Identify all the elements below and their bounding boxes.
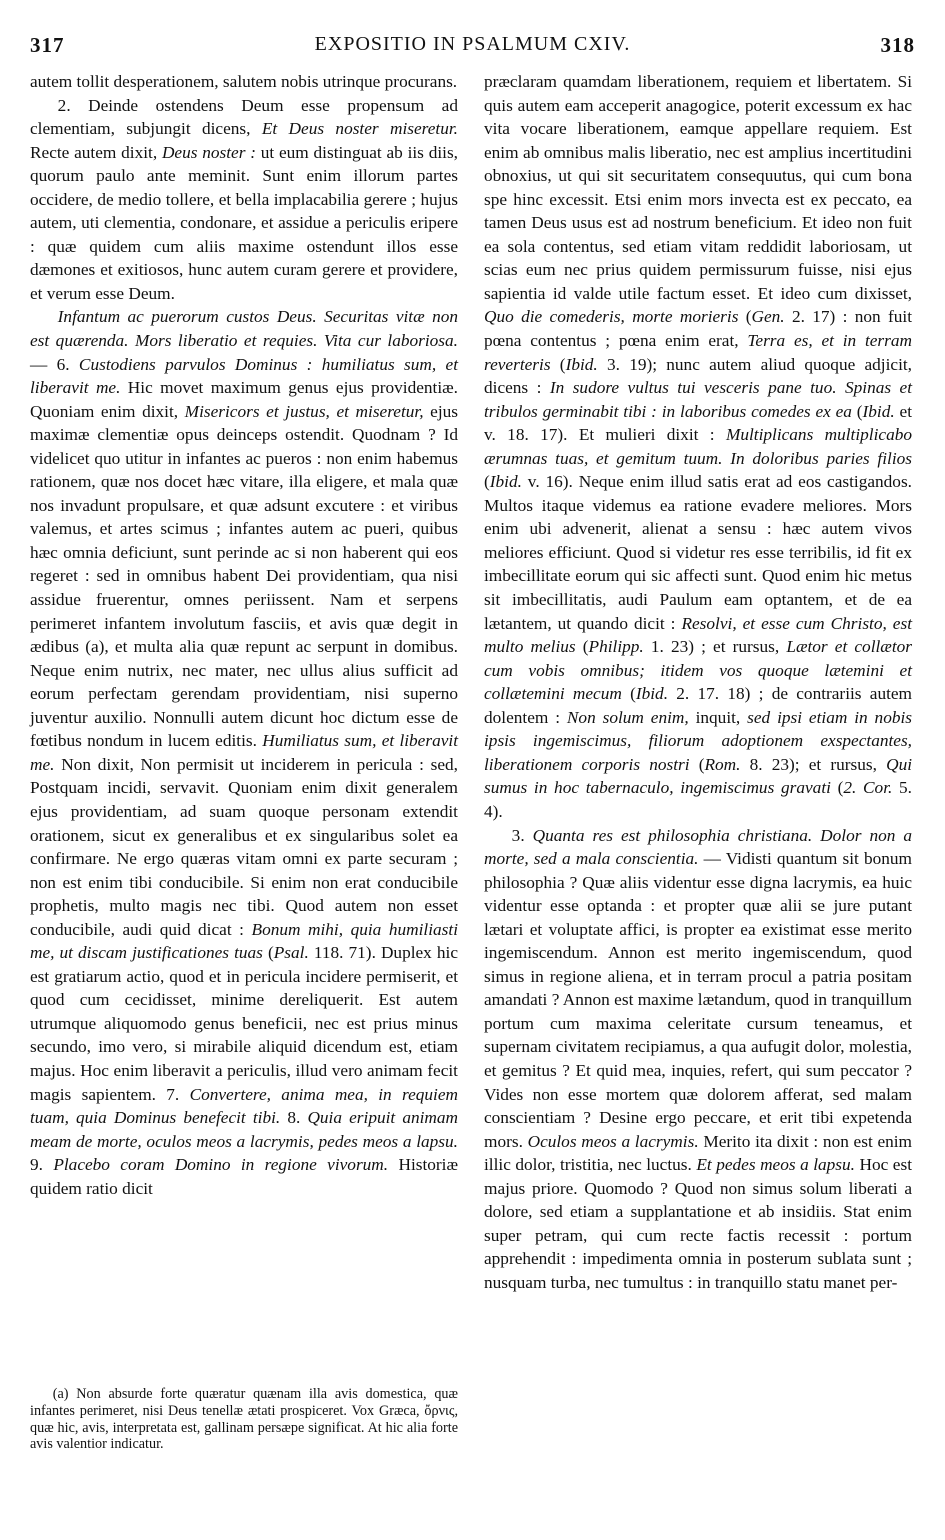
text-run: (: [484, 472, 490, 492]
text-run: 2. 17. 18) ; de contrariis autem dolentem :: [484, 684, 912, 727]
quotation: Qui sumus in hoc tabernaculo, ingemiscimus gravati: [484, 754, 913, 798]
text-run: 9.: [30, 1155, 54, 1175]
text-run: inquit,: [688, 707, 748, 727]
running-header: [30, 33, 915, 59]
text-run: 3.: [511, 825, 533, 845]
text-run: Recte autem dixit,: [30, 142, 162, 162]
citation: Ibid.: [635, 684, 669, 704]
text-run: — 6.: [30, 354, 79, 374]
citation: Ibid.: [862, 401, 895, 421]
text-run: 2. 17) : non fuit pœna contentus ; pœna enim erat,: [484, 307, 912, 351]
text-run: (: [738, 307, 752, 327]
quotation: Quo die comederis, morte morieris: [484, 307, 739, 327]
text-run: præclaram quamdam liberationem, requiem et libertatem. Si quis autem eam acceperit anagogice, poterit excessum ex hac vita vocare liberationem, eamque appellare requiem. Est enim ab omnibus malis liberatio, nec est amplius incertitudini obnoxius, ut qui sit securitatem consequutus, qui cum bona spe hinc excessit. Etsi enim mors invecta est ex peccato, ea tamen Deus usus est ad nostrum beneficium. Et ideo non fuit ea sola contentus, sed etiam vitam reddidit laboriosam, ut scias eum nec prius quidem permissurum fuisse, nisi ejus sapientia id valde utile factum esset. Et ideo cum dixisset,: [484, 72, 912, 303]
text-run: et v. 18. 17). Et mulieri dixit :: [484, 401, 913, 445]
quotation: In sudore vultus tui vesceris pane tuo. Spinas et tribulos germinabit tibi : in laboribus comedes ex ea: [484, 378, 912, 421]
quotation: Custodiens parvulos Dominus : humiliatus sum, et liberavit me.: [30, 354, 458, 398]
paragraph: [30, 305, 458, 1200]
running-title: EXPOSITIO IN PSALMUM CXIV.: [314, 33, 631, 55]
quotation: Bonum mihi, quia humiliasti me, ut discam justificationes tuas: [30, 919, 458, 963]
quotation: Non solum enim,: [566, 707, 689, 727]
text-run: (: [575, 637, 589, 657]
citation: Ibid.: [489, 472, 522, 492]
quotation: Placebo coram Domino in regione vivorum.: [53, 1155, 389, 1175]
citation: Rom.: [704, 754, 741, 774]
footnote: [30, 1386, 458, 1453]
text-run: Hoc est majus priore. Quomodo ? Quod non simus solum liberati a dolore, sed etiam a supplantatione et ab insidiis. Stat enim super petram, qui cum recte factis recessit : portum apprehendit : impedimenta omnia in posterum sublata sunt ; nusquam turba, nec tumultus : in tranquillo statu manet per-: [484, 1155, 912, 1292]
quotation: Lætor et collætor cum vobis omnibus; itidem vos quoque lætemini et collætemini mecum: [484, 637, 912, 704]
paragraph: [484, 70, 912, 824]
page-number-left: 317: [30, 33, 65, 57]
text-run: (: [621, 684, 636, 704]
text-run: (: [689, 754, 705, 774]
quotation: Terra es, et in terram reverteris: [484, 331, 912, 374]
text-run: ut eum distinguat ab iis diis, quorum paulo ante meminit. Sunt enim illorum partes occidere, de medio tollere, et bella implacabilia gerere ; hujus autem, uti clementia, condonare, et assidue a periculis eripere : quæ quidem cum aliis maxime ostendunt illos esse dæmones et exitiosos, hunc autem curam gerere et providere, et verum esse Deum.: [30, 142, 458, 303]
citation: Philipp.: [588, 637, 644, 657]
text-run: v. 16). Neque enim illud satis erat ad eos castigandos. Multos itaque videmus ea ratione evadere meliores. Mors enim ubi advenerit, alienat a sensu : hæc autem vivos meliores efficiunt. Quod si videtur res esse terribilis, id fit ex imbecillitate eorum qui sic affecti sunt. Quod enim hic metus sit imbecillitatis, audi Paulum eam optantem, et de ea lætantem, ut quando dicit :: [484, 472, 912, 633]
quotation: Multiplicans multiplicabo ærumnas tuas, et gemitum tuum. In doloribus paries filios: [484, 425, 912, 468]
section-summary: Infantum ac puerorum custos Deus. Securitas vitæ non est quærenda. Mors liberatio et requies. Vita cur laboriosa.: [30, 307, 458, 351]
text-run: 1. 23) ; et rursus,: [643, 637, 787, 657]
left-column: [30, 70, 458, 1200]
citation: 2. Cor.: [843, 778, 893, 798]
citation: Gen.: [751, 307, 785, 327]
text-run: — Vidisti quantum sit bonum philosophia ? Quæ aliis videntur esse digna lacrymis, ea huic videntur esse optanda : et propter quæ alii se jure putant lætari et voluptate affici, is propter ea existimat esse merito ingemiscendum. Annon est merito ingemiscendum, quod simus in regione aliena, et in terram procul a patria positam amandati ? Annon est maxime lætandum, quod in tranquillum portum cum maxima celeritate cursum teneamus, et supernam civitatem recipiamus, a qua aufugit dolor, molestia, et gemitus ? Et quid mea, inquies, refert, qui sum peccator ? Vides non esse mortem quæ dolorem afferat, sed malam conscientiam ? Desine ergo peccare, et erit tibi expetenda mors.: [484, 849, 912, 1151]
section-summary: Quanta res est philosophia christiana. Dolor non a morte, sed a mala conscientia.: [484, 825, 913, 869]
quotation: Deus noster :: [161, 142, 256, 162]
text-run: 2. Deinde ostendens Deum esse propensum ad clementiam, subjungit dicens,: [30, 95, 458, 139]
quotation: Oculos meos a lacrymis.: [527, 1131, 699, 1151]
quotation: Resolvi, et esse cum Christo, est multo melius: [484, 613, 913, 657]
text-run: (: [550, 354, 566, 374]
quotation: Et pedes meos a lapsu.: [696, 1155, 855, 1175]
text-run: (: [851, 401, 863, 421]
quotation: Misericors et justus, et miseretur,: [184, 401, 424, 421]
text-run: (: [830, 778, 844, 798]
paragraph: [30, 94, 458, 306]
text-run: 8.: [280, 1108, 308, 1128]
citation: Ibid.: [565, 354, 598, 374]
text-run: 5. 4).: [484, 778, 913, 821]
paragraph: [484, 824, 912, 1295]
quotation: Humiliatus sum, et liberavit me.: [30, 731, 458, 774]
text-run: Merito ita dixit : non est enim illic dolor, tristitia, nec luctus.: [484, 1131, 912, 1175]
quotation: sed ipsi etiam in nobis ipsis ingemiscimus, filiorum adoptionem exspectantes, liberationem corporis nostri: [484, 707, 912, 774]
text-run: 118. 71). Duplex hic est gratiarum actio, quod et in pericula incidere permiserit, et quod cum cecidisset, minime dereliquerit. Est autem utrumque aliquomodo genus beneficii, nec est prius minus secundo, imo vero, si mirabile aliquid dicendum est, etiam majus. Hoc enim liberavit a periculis, illud vero animam fecit magis sapientem. 7.: [30, 943, 459, 1104]
text-run: Historiæ quidem ratio dicit: [30, 1155, 458, 1198]
page-number-right: 318: [880, 33, 915, 57]
text-run: autem tollit desperationem, salutem nobis utrinque procurans.: [30, 72, 458, 91]
text-run: ejus maximæ clementiæ opus deinceps ostendit. Quodnam ? Id videlicet quo utitur in infantes ac pueros : non enim habemus rationem, quæ nos docet hæc vitare, illa eligere, et mala quæ nos invadunt propulsare, et quæ adsunt excutere : et viribus valemus, et artes scimus ; infantes autem ac pueri, quibus hæc omnia deficiunt, sunt perinde ac si non haberent qui eos regeret : sed in omnibus habent Dei providentiam, qua nisi assidue fruerentur, omnes periissent. Nam et serpens perimeret infantem involutum fasciis, et avis quæ degit in ædibus (a), et multa alia quæ repunt ac serpunt in domibus. Neque enim nutrix, nec mater, nec ullus alius sufficit ad eorum perfectam gerendam providentiam, nisi superno juventur auxilio. Nonnulli autem dicunt hoc dictum esse de fœtibus nondum in lucem editis.: [30, 401, 458, 751]
text-run: Non dixit, Non permisit ut inciderem in pericula : sed, Postquam incidi, servavit. Quoniam enim dixit generalem ejus providentiam, ad suam quoque personam extendit orationem, sicut ex generalibus et ex singularibus solet ea confirmare. Ne ergo quæras vitam omni ex parte securam ; non est enim tibi conducibile. Si enim non erat conducibile prophetis, multo magis nec tibi. Quod autem non esset conducibile, audi quid dicat :: [30, 754, 458, 939]
footnote-text: (a) Non absurde forte quæratur quænam illa avis domestica, quæ infantes perimeret, nisi Deus tenellæ ætati prospiceret. Vox Græca, ὄρνις, quæ hic, avis, interpretata est, gallinam persæpe significat. At hic alia forte avis valentior indicatur.: [30, 1386, 458, 1453]
text-run: 3. 19); nunc autem aliud quoque adjicit, dicens :: [484, 354, 913, 398]
text-run: Hic movet maximum genus ejus providentiæ. Quoniam enim dixit,: [30, 378, 459, 421]
right-column: [484, 70, 912, 1294]
text-run: (: [262, 943, 274, 963]
quotation: Et Deus noster miseretur.: [261, 119, 458, 139]
paragraph: [30, 70, 458, 94]
citation: Psal.: [273, 943, 309, 963]
quotation: Convertere, anima mea, in requiem tuam, quia Dominus benefecit tibi.: [30, 1084, 458, 1128]
text-run: 8. 23); et rursus,: [740, 754, 887, 774]
quotation: Quia eripuit animam meam de morte, oculos meos a lacrymis, pedes meos a lapsu.: [30, 1108, 459, 1151]
